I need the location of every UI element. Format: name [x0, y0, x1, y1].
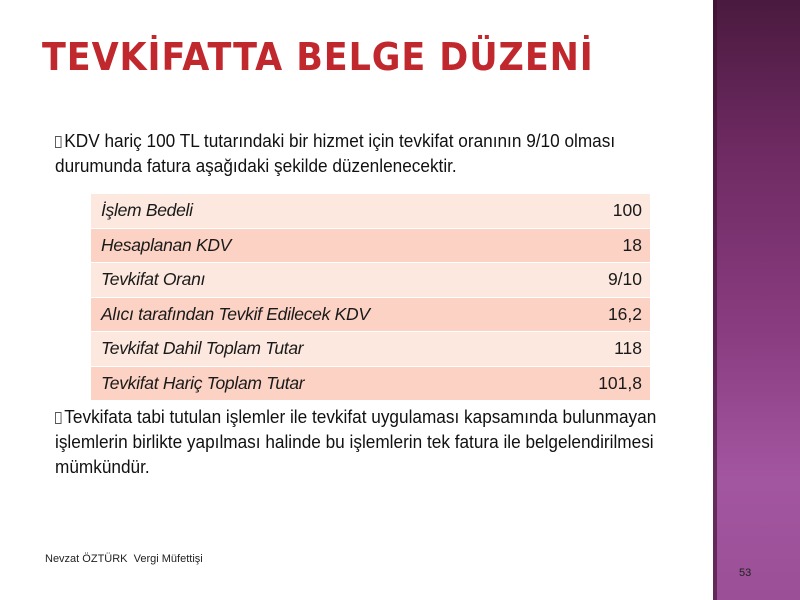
table-row — [91, 366, 650, 401]
row-value: 18 — [551, 228, 650, 263]
row-label: Tevkifat Hariç Toplam Tutar — [91, 366, 551, 401]
row-value: 101,8 — [551, 366, 650, 401]
invoice-table — [91, 194, 650, 401]
footer-author: Nevzat ÖZTÜRK Vergi Müfettişi — [45, 553, 203, 565]
row-label: Hesaplanan KDV — [91, 228, 551, 263]
row-value: 118 — [551, 332, 650, 367]
row-value: 16,2 — [551, 297, 650, 332]
decorative-side-bar — [713, 0, 800, 600]
row-label: Alıcı tarafından Tevkif Edilecek KDV — [91, 297, 551, 332]
table-row — [91, 332, 650, 367]
table-row — [91, 228, 650, 263]
note-paragraph — [55, 404, 660, 479]
table-row — [91, 297, 650, 332]
intro-text: KDV hariç 100 TL tutarındaki bir hizmet için tevkifat oranının 9/10 olması durumunda fatura aşağıdaki şekilde düzenlenecektir. — [55, 130, 616, 176]
slide-title: TEVKİFATTA BELGE DÜZENİ — [42, 35, 594, 79]
bullet-icon — [55, 412, 62, 424]
bullet-icon — [55, 136, 62, 148]
row-value: 100 — [551, 194, 650, 228]
row-label: Tevkifat Dahil Toplam Tutar — [91, 332, 551, 367]
note-text: Tevkifata tabi tutulan işlemler ile tevkifat uygulaması kapsamında bulunmayan işlemlerin birlikte yapılması halinde bu işlemlerin tek fatura ile belgelendirilmesi mümkündür. — [55, 406, 657, 477]
page-number: 53 — [739, 567, 752, 579]
table-row — [91, 263, 650, 298]
row-label: İşlem Bedeli — [91, 194, 551, 228]
row-value: 9/10 — [551, 263, 650, 298]
table-row — [91, 194, 650, 228]
row-label: Tevkifat Oranı — [91, 263, 551, 298]
intro-paragraph — [55, 128, 660, 178]
